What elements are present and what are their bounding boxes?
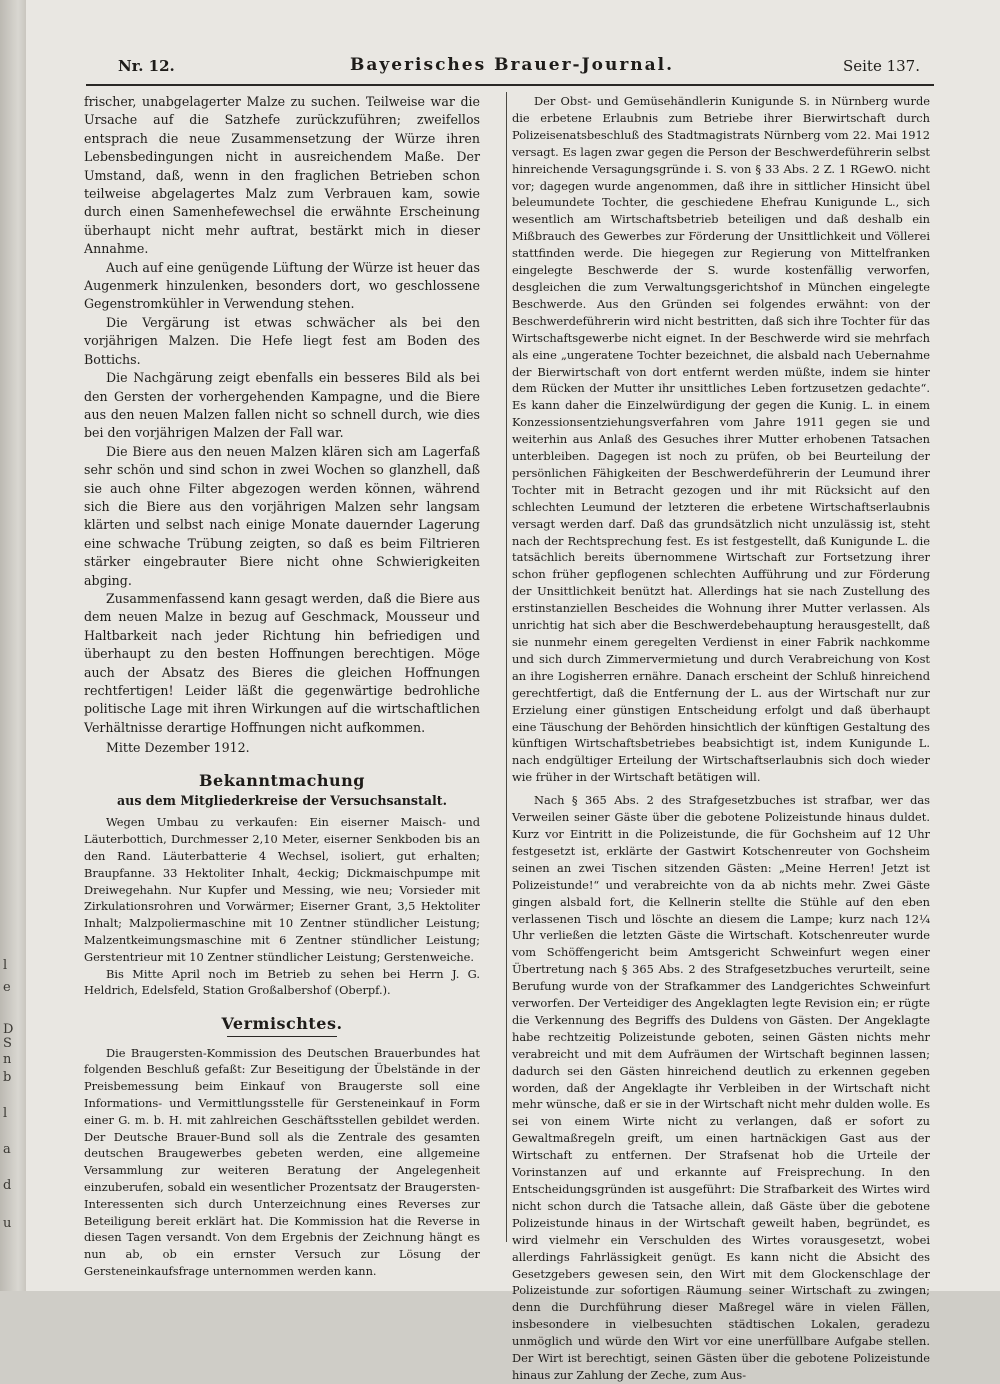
- notice-paragraph: Bis Mitte April noch im Betrieb zu sehen bei Herrn J. G. Heldrich, Edelsfeld, Station Großalbershof (Oberpf.).: [84, 966, 480, 998]
- article-date: Mitte Dezember 1912.: [106, 740, 250, 756]
- column-rule: [506, 92, 507, 1242]
- gutter-mark: u: [3, 1216, 12, 1231]
- article-paragraph: Nach § 365 Abs. 2 des Strafgesetzbuches ist strafbar, wer das Verweilen seiner Gäste über die gebotene Polizeistunde hinaus duldet. Kurz vor Eintritt in die Polizeistunde, die für Gochsheim auf 12 Uhr festgesetzt ist, erklärte der Gastwirt Kotschenreuter von Gochsheim seinen an zwei Tischen sitzenden Gästen: „Meine Herren! Jetzt ist Polizeistunde!“ und verabreichte von da ab nichts mehr. Zwei Gäste gingen alsbald fort, die Kellnerin stellte die Stühle auf den eben verlassenen Tisch und löschte an diesem die Lampe; kurz nach 12¼ Uhr verließen die letzten Gäste die Wirtschaft. Kotschenreuter wurde vom Schöffengericht beim Amtsgericht Schweinfurt wegen einer Übertretung nach § 365 Abs. 2 des Strafgesetzbuches verurteilt, seine Berufung wurde von der Strafkammer des Landgerichtes Schweinfurt verworfen. Der Verteidiger des Angeklagten legte Revision ein; er rügte die Verkennung des Begriffs des Duldens von Gästen. Der Angeklagte habe rechtzeitig Polizeistunde geboten, seinen Gästen nichts mehr verabreicht und mit dem Aufräumen der Wirtschaft beginnen lassen; dadurch sei den Gästen hinreichend deutlich zu erkennen gegeben worden, daß der Angeklagte ihr Verbleiben in der Wirtschaft nicht mehr wünsche, daß er sie in der Wirtschaft nicht mehr dulden wolle. Es sei von einem Wirte nicht zu verlangen, daß er sofort zu Gewaltmaßregeln greift, um einen hartnäckigen Gast aus der Wirtschaft zu entfernen. Der Strafsenat hob die Urteile der Vorinstanzen auf und erkannte auf Freisprechung. In den Entscheidungsgründen ist ausgeführt: Die Strafbarkeit des Wirtes wird nicht schon durch die Tatsache allein, daß Gäste über die gebotene Polizeistunde hinaus in der Wirtschaft geweilt haben, begründet, es wird vielmehr ein Verschulden des Wirtes vorausgesetzt, wobei allerdings Fahrlässigkeit genügt. Es kann nicht die Absicht des Gesetzgebers gewesen sein, den Wirt mit dem Glockenschlage der Polizeistunde zur sofortigen Räumung seiner Wirtschaft zu zwingen; denn die Durchführung dieser Maßregel wäre in vielen Fällen, insbesondere in vielbesuchten städtischen Lokalen, geradezu unmöglich und würde den Wirt vor eine unerfüllbare Aufgabe stellen. Der Wirt ist berechtigt, seinen Gästen über die gebotene Polizeistunde hinaus zur Zahlung der Zeche, zum Aus-: [512, 793, 930, 1382]
- article-paragraph: Die Nachgärung zeigt ebenfalls ein besseres Bild als bei den Gersten der vorhergehenden Kampagne, und die Biere aus den neuen Malzen fallen nicht so schnell durch, wie dies bei den vorjährigen Malzen der Fall war.: [84, 370, 480, 441]
- issue-number: Nr. 12.: [118, 57, 175, 75]
- misc-title-rule: [227, 1036, 337, 1037]
- article-paragraph: Die Vergärung ist etwas schwächer als bei den vorjährigen Malzen. Die Hefe liegt fest am Boden des Bottichs.: [84, 314, 480, 367]
- page-number: Seite 137.: [842, 57, 920, 75]
- left-column: [84, 93, 480, 1278]
- article-paragraph: Auch auf eine genügende Lüftung der Würze ist heuer das Augenmerk hinzulenken, besonders dort, wo geschlossene Gegenstromkühler in Verwendung stehen.: [84, 259, 480, 312]
- gutter-mark: n: [3, 1052, 12, 1067]
- notice-paragraph: Wegen Umbau zu verkaufen: Ein eiserner Maisch- und Läuterbottich, Durchmesser 2,10 Meter, eiserner Senkboden bis an den Rand. Läuterbatterie 4 Wechsel, isoliert, gut erhalten; Braupfanne. 33 Hektoliter Inhalt, 4eckig; Dickmaischpumpe mit Dreiwegehahn. Nur Kupfer und Messing, wie neu; Vorsieder mit Zirkulationsrohren und Vorwärmer; Eiserner Grant, 3,5 Hektoliter Inhalt; Malzpoliermaschine mit 10 Zentner stündlicher Leistung; Malzentkeimungsmaschine mit 6 Zentner stündlicher Leistung; Gerstentrieur mit 10 Zentner stündlicher Leistung; Gerstenweiche.: [84, 815, 480, 964]
- article-paragraph: Die Biere aus den neuen Malzen klären sich am Lagerfaß sehr schön und sind schon in zwei Wochen so glanzhell, daß sie auch ohne Filter abgezogen werden können, während sich die Biere aus den vorjährigen Malzen sehr langsam klärten und selbst nach einige Monate dauernder Lagerung eine schwache Trübung zeigten, so daß es beim Filtrieren stärker eingebrauter Biere nicht ohne Schwierigkeiten abging.: [84, 443, 480, 588]
- notice-title: Bekanntmachung: [199, 770, 365, 790]
- article-paragraph: Der Obst- und Gemüsehändlerin Kunigunde S. in Nürnberg wurde die erbetene Erlaubnis zum Betriebe ihrer Bierwirtschaft durch Polizeisenatsbeschluß des Stadtmagistrats Nürnberg vom 22. Mai 1912 versagt. Es lagen zwar gegen die Person der Beschwerdeführerin selbst hinreichende Versagungsgründe i. S. von § 33 Abs. 2 Z. 1 RGewO. nicht vor; dagegen wurde angenommen, daß ihre in sittlicher Hinsicht übel beleumundete Tochter, die geschiedene Ehefrau Kunigunde L., sich wesentlich am Wirtschaftsbetrieb beteiligen und daß deshalb ein Mißbrauch des Gewerbes zur Förderung der Unsittlichkeit und Völlerei stattfinden werde. Die hiegegen zur Regierung von Mittelfranken eingelegte Beschwerde der S. wurde kostenfällig verworfen, desgleichen die zum Verwaltungsgerichtshof in München eingelegte Beschwerde. Aus den Gründen sei folgendes erwähnt: von der Beschwerdeführerin wird nicht bestritten, daß sich ihre Tochter für das Wirtschaftsgewerbe nicht eignet. In der Beschwerde wird sie mehrfach als eine „ungeratene Tochter bezeichnet, die alsbald nach Uebernahme der Bierwirtschaft von dort entfernt werden müßte, indem sie hinter dem Rücken der Mutter ihr unsittliches Leben fortzusetzen gedachte“. Es kann daher die Einzelwürdigung der gegen die Kunig. L. in einem Konzessionsentziehungsverfahren vom Jahre 1911 gegen sie und weiterhin aus Anlaß des Gesuches ihrer Mutter erhobenen Tatsachen unterbleiben. Dagegen ist noch zu prüfen, ob bei Beurteilung der persönlichen Fähigkeiten der Beschwerdeführerin der Leumund ihrer Tochter mit in Betracht gezogen und ihr mit Rücksicht auf den schlechten Leumund der letzteren die erbetene Wirtschaftserlaubnis versagt werden darf. Daß das grundsätzlich nicht unzulässig ist, steht nach der Rechtsprechung fest. Es ist festgestellt, daß Kunigunde L. die tatsächlich bereits übernommene Wirtschaft zur Fortsetzung ihrer schon früher gepflogenen schlechten Aufführung und zur Förderung der Unsittlichkeit benützt hat. Allerdings hat sie nach Zustellung des erstinstanziellen Bescheides die Wohnung ihrer Mutter verlassen. Als unrichtig hat sich aber die Beschwerdebehauptung herausgestellt, daß sie nunmehr einem geregelten Verdienst in einer Fabrik nachkomme und sich durch Zimmervermietung und durch Verabreichung von Kost an ihre Logisherren ernähre. Danach erscheint der Schluß hinreichend gerechtfertigt, daß die Entfernung der L. aus der Wirtschaft nur zur Erzielung einer günstigen Entscheidung erfolgt und daß überhaupt eine Täuschung der Behörden hinsichtlich der künftigen Gestaltung des künftigen Wirtschaftsbetriebes beabsichtigt ist, indem Kunigunde L. nach endgültiger Erteilung der Wirtschaftserlaubnis sich doch wieder wie früher in der Wirtschaft betätigen will.: [512, 94, 930, 785]
- page-gutter: [0, 0, 26, 1291]
- right-column: [512, 93, 930, 1382]
- header-rule: [86, 84, 934, 86]
- article-paragraph: Zusammenfassend kann gesagt werden, daß die Biere aus dem neuen Malze in bezug auf Geschmack, Mousseur und Haltbarkeit nach jeder Richtung hin befriedigen und überhaupt zu den besten Hoffnungen berechtigen. Möge auch der Absatz des Bieres die gleichen Hoffnungen rechtfertigen! Leider läßt die gegenwärtige bedrohliche politische Lage mit ihren Wirkungen auf die wirtschaftlichen Verhältnisse derartige Hoffnungen nicht aufkommen.: [84, 590, 480, 735]
- journal-title: Bayerisches Brauer-Journal.: [350, 55, 675, 75]
- page-header: [60, 55, 920, 81]
- gutter-mark: e: [3, 980, 11, 995]
- gutter-mark: S: [3, 1036, 12, 1051]
- notice-subtitle: aus dem Mitgliederkreise der Versuchsanstalt.: [117, 793, 447, 809]
- gutter-mark: b: [3, 1070, 12, 1085]
- gutter-mark: d: [3, 1178, 12, 1193]
- article-paragraph: frischer, unabgelagerter Malze zu suchen. Teilweise war die Ursache auf die Satzhefe zurückzuführen; zweifellos entsprach die neue Zusammensetzung der Würze ihren Lebensbedingungen nicht in ausreichendem Maße. Der Umstand, daß, wenn in den fraglichen Betrieben schon teilweise abgelagertes Malz zum Verbrauen kam, sowie durch einen Samenhefewechsel die erwähnte Erscheinung überhaupt nicht mehr auftrat, bestärkt mich in dieser Annahme.: [84, 94, 480, 257]
- misc-title: Vermischtes.: [221, 1014, 343, 1034]
- gutter-mark: l: [3, 958, 8, 973]
- misc-paragraph: Die Braugersten-Kommission des Deutschen Brauerbundes hat folgenden Beschluß gefaßt: Zur Beseitigung der Übelstände in der Preisbemessung beim Einkauf von Braugerste soll eine Informations- und Vermittlungsstelle für Gersteneinkauf in Form einer G. m. b. H. mit zahlreichen Geschäftsstellen gebildet werden. Der Deutsche Brauer-Bund soll als die Zentrale des gesamten deutschen Braugewerbes gebeten werden, eine allgemeine Versammlung zur weiteren Beratung der Angelegenheit einzuberufen, sobald ein wesentlicher Prozentsatz der Braugersten-Interessenten sich durch Unterzeichnung eines Reverses zur Beteiligung bereit erklärt hat. Die Kommission hat die Reverse in diesen Tagen versandt. Von dem Ergebnis der Zeichnung hängt es nun ab, ob ein ernster Versuch zur Lösung der Gersteneinkaufsfrage unternommen werden kann.: [84, 1045, 480, 1278]
- gutter-mark: D: [3, 1022, 14, 1037]
- gutter-mark: l: [3, 1106, 8, 1121]
- gutter-mark: a: [3, 1142, 11, 1157]
